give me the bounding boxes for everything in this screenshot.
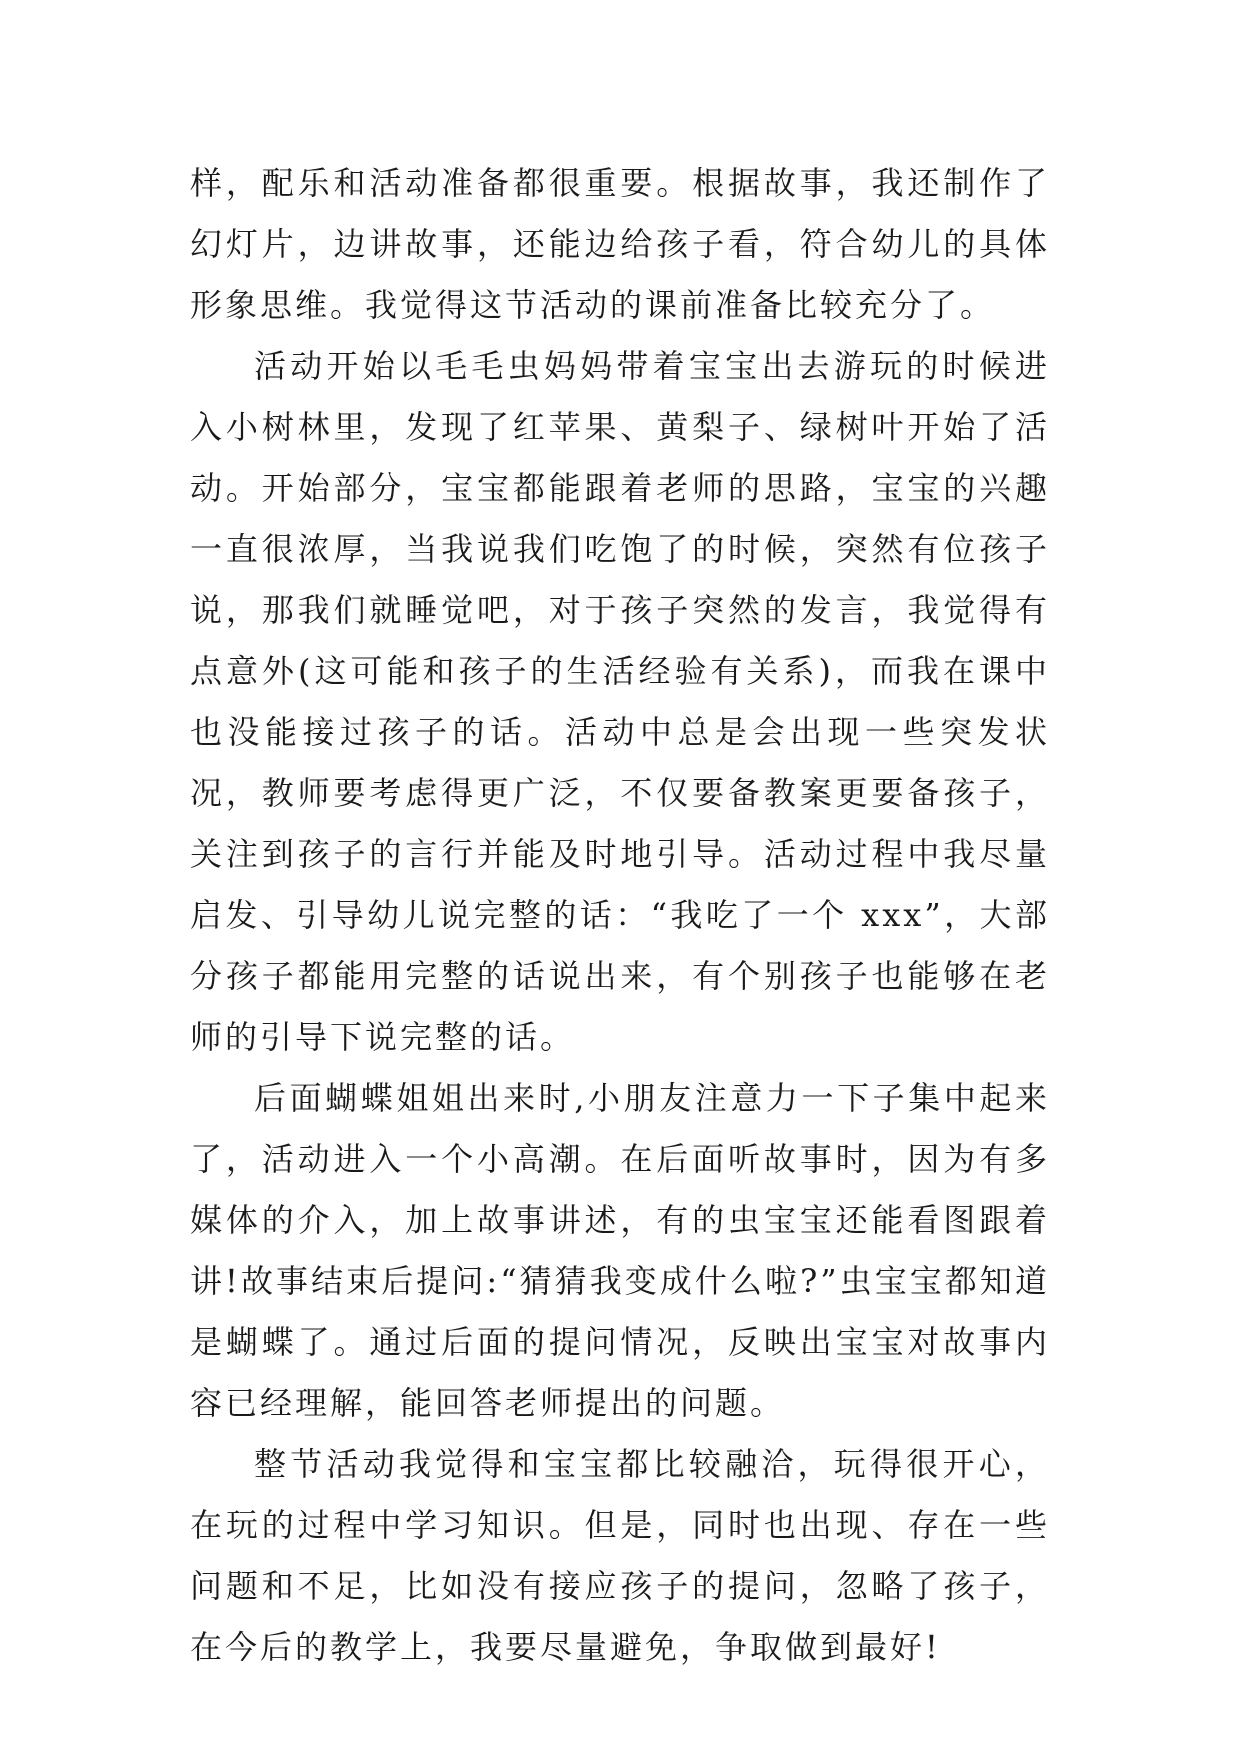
- paragraph-4: 整节活动我觉得和宝宝都比较融洽，玩得很开心，在玩的过程中学习知识。但是，同时也出现、存在一些问题和不足，比如没有接应孩子的提问，忽略了孩子，在今后的教学上，我要尽量避免，争取做到最好!: [190, 1445, 1050, 1666]
- paragraph-1: 样，配乐和活动准备都很重要。根据故事，我还制作了幻灯片，边讲故事，还能边给孩子看，符合幼儿的具体形象思维。我觉得这节活动的课前准备比较充分了。: [190, 164, 1050, 324]
- paragraph-3: 后面蝴蝶姐姐出来时,小朋友注意力一下子集中起来了，活动进入一个小高潮。在后面听故事时，因为有多媒体的介入，加上故事讲述，有的虫宝宝还能看图跟着讲!故事结束后提问:“猜猜我变成什么啦?”虫宝宝都知道是蝴蝶了。通过后面的提问情况，反映出宝宝对故事内容已经理解，能回答老师提出的问题。: [190, 1079, 1050, 1422]
- document-body: [190, 153, 1050, 1678]
- paragraph-2: 活动开始以毛毛虫妈妈带着宝宝出去游玩的时候进入小树林里，发现了红苹果、黄梨子、绿树叶开始了活动。开始部分，宝宝都能跟着老师的思路，宝宝的兴趣一直很浓厚，当我说我们吃饱了的时候，突然有位孩子说，那我们就睡觉吧，对于孩子突然的发言，我觉得有点意外(这可能和孩子的生活经验有关系)，而我在课中也没能接过孩子的话。活动中总是会出现一些突发状况，教师要考虑得更广泛，不仅要备教案更要备孩子，关注到孩子的言行并能及时地引导。活动过程中我尽量启发、引导幼儿说完整的话：“我吃了一个 xxx”，大部分孩子都能用完整的话说出来，有个别孩子也能够在老师的引导下说完整的话。: [190, 347, 1050, 1056]
